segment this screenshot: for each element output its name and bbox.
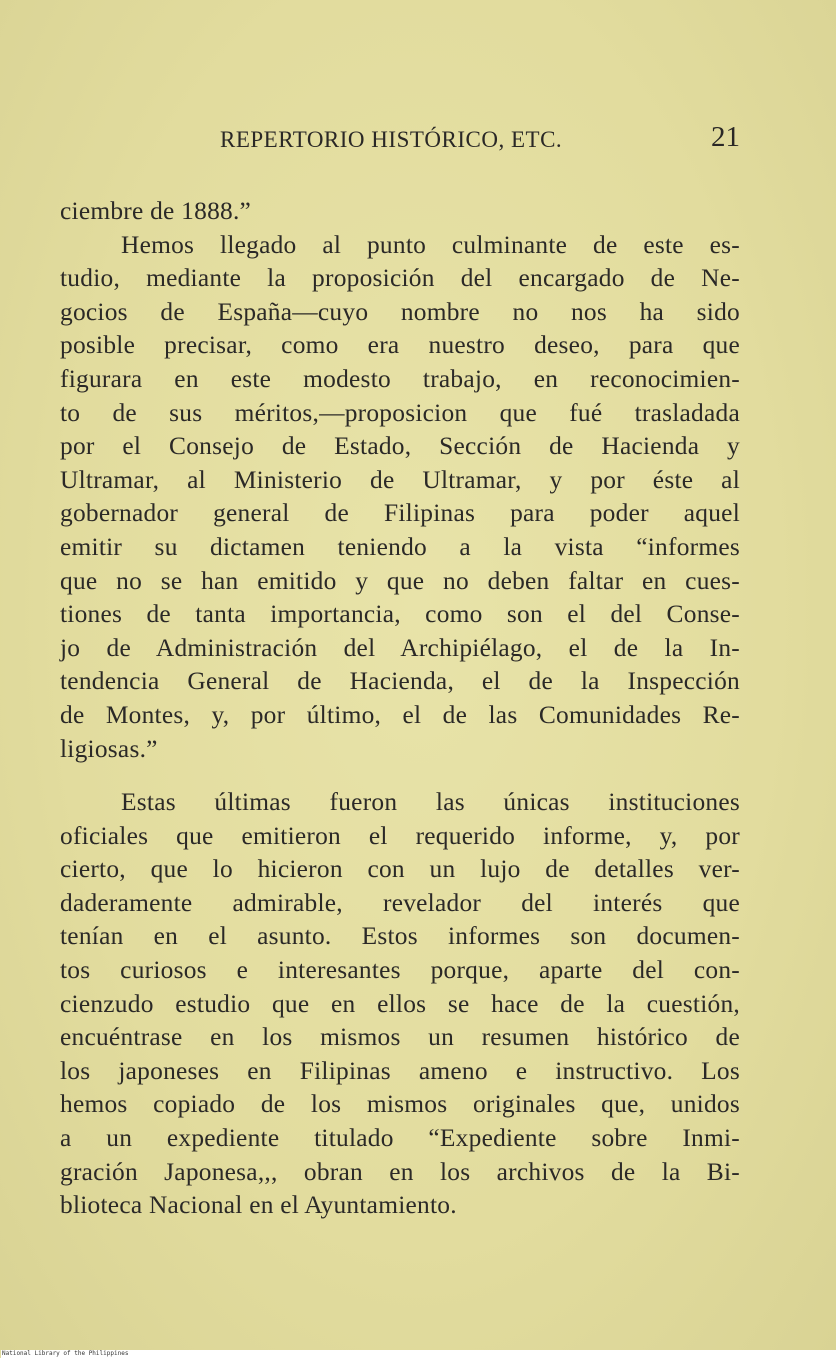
text-line: tudio, mediante la proposición del encargado de Ne- <box>60 264 740 293</box>
text-line: tiones de tanta importancia, como son el del Conse- <box>60 600 740 629</box>
text-line: ligiosas.” <box>60 734 158 763</box>
library-credit: National Library of the Philippines <box>2 1350 129 1357</box>
running-head: REPERTORIO HISTÓRICO, ETC. <box>220 127 563 152</box>
text-line: por el Consejo de Estado, Sección de Hacienda y <box>60 432 740 461</box>
text-line: encuéntrase en los mismos un resumen histórico de <box>60 1023 740 1052</box>
text-line: tendencia General de Hacienda, el de la Inspección <box>60 667 740 696</box>
text-line: ciembre de 1888.” <box>60 197 252 225</box>
text-line: Estas últimas fueron las únicas instituciones <box>121 788 740 817</box>
text-line: gobernador general de Filipinas para poder aquel <box>60 499 740 528</box>
text-line: hemos copiado de los mismos originales que, unidos <box>60 1090 740 1119</box>
paragraph-2 <box>60 229 740 767</box>
text-line: los japoneses en Filipinas ameno e instructivo. Los <box>60 1056 740 1085</box>
paragraph-1 <box>60 195 740 229</box>
text-line: gocios de España—cuyo nombre no nos ha sido <box>60 297 740 326</box>
text-line: daderamente admirable, revelador del interés que <box>60 888 740 917</box>
text-line: a un expediente titulado “Expediente sobre Inmi- <box>60 1124 740 1153</box>
text-line: Ultramar, al Ministerio de Ultramar, y por éste al <box>60 465 740 494</box>
text-line: oficiales que emitieron el requerido informe, y, por <box>60 821 740 850</box>
text-line: gración Japonesa,,, obran en los archivos de la Bi- <box>60 1157 740 1186</box>
text-line: jo de Administración del Archipiélago, el de la In- <box>60 633 740 662</box>
body-text <box>60 195 740 1223</box>
text-line: figurara en este modesto trabajo, en reconocimien- <box>60 364 740 393</box>
text-line: posible precisar, como era nuestro deseo, para que <box>60 331 740 360</box>
page-number: 21 <box>711 121 740 153</box>
text-line: que no se han emitido y que no deben faltar en cues- <box>60 566 740 595</box>
paragraph-3 <box>60 786 740 1223</box>
text-line: cienzudo estudio que en ellos se hace de la cuestión, <box>60 989 740 1018</box>
text-line: tos curiosos e interesantes porque, aparte del con- <box>60 956 740 985</box>
page-header <box>60 121 740 161</box>
text-line: Hemos llegado al punto culminante de este es- <box>121 230 740 259</box>
scan-footer <box>1 1350 836 1358</box>
text-line: tenían en el asunto. Estos informes son documen- <box>60 922 740 951</box>
text-line: blioteca Nacional en el Ayuntamiento. <box>60 1191 457 1220</box>
text-line: de Montes, y, por último, el de las Comunidades Re- <box>60 700 740 729</box>
text-line: emitir su dictamen teniendo a la vista “informes <box>60 532 740 561</box>
text-line: cierto, que lo hicieron con un lujo de detalles ver- <box>60 855 740 884</box>
text-line: to de sus méritos,—proposicion que fué trasladada <box>60 398 740 427</box>
